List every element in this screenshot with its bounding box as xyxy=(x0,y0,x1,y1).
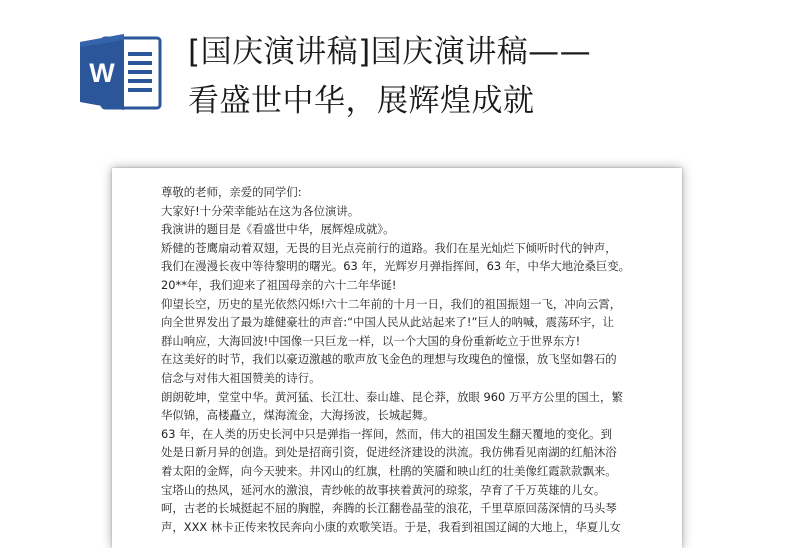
doc-line: 着太阳的金辉，向今天驶来。井冈山的红旗，杜鹃的笑靥和映山红的壮美像红霞款款飘来。 xyxy=(161,463,617,478)
doc-line: 矫健的苍鹰扇动着双翅，无畏的目光点亮前行的道路。我们在星光灿烂下倾听时代的钟声， xyxy=(161,240,617,255)
doc-line: 我们在漫漫长夜中等待黎明的曙光。63 年，光辉岁月弹指挥间，63 年，中华大地沧桑巨变。 xyxy=(161,259,631,274)
doc-line: 大家好!十分荣幸能站在这为各位演讲。 xyxy=(161,203,360,218)
document-body xyxy=(161,183,641,536)
doc-line: 尊敬的老师，亲爱的同学们: xyxy=(161,185,302,199)
doc-line: 仰望长空，历史的星光依然闪烁!六十二年前的十月一日，我们的祖国振翅一飞，冲向云霄， xyxy=(161,296,622,311)
word-icon xyxy=(78,32,164,112)
doc-line: 群山响应，大海回波!中国像一只巨龙一样，以一个大国的身份重新屹立于世界东方! xyxy=(161,333,581,348)
doc-line: 20**年，我们迎来了祖国母亲的六十二年华诞! xyxy=(161,277,397,292)
doc-line: 呵，古老的长城挺起不屈的胸膛，奔腾的长江翻卷晶莹的浪花，千里草原回荡深情的马头琴 xyxy=(161,501,617,516)
title-line: 看盛世中华，展辉煌成就 xyxy=(188,83,535,119)
doc-line: 朗朗乾坤，堂堂中华。黄河猛、长江壮、泰山雄、昆仑莽，放眼 960 万平方公里的国土，繁 xyxy=(161,389,623,404)
doc-line: 处是日新月异的创造。到处是招商引资，促进经济建设的洪流。我仿佛看见南湖的红船沐浴 xyxy=(161,445,617,460)
doc-line: 向全世界发出了最为雄健豪壮的声音:“中国人民从此站起来了!”巨人的呐喊，震荡环宇，让 xyxy=(161,315,615,330)
doc-line: 在这美好的时节，我们以豪迈激越的歌声放飞金色的理想与玫瑰色的憧憬，放飞坚如磐石的 xyxy=(161,352,617,367)
doc-line: 信念与对伟大祖国赞美的诗行。 xyxy=(161,370,321,385)
page-title xyxy=(188,28,788,126)
doc-line: 声，XXX 林卡正传来牧民奔向小康的欢歌笑语。于是，我看到祖国辽阔的大地上，华夏儿女 xyxy=(161,519,621,534)
doc-line: 宝塔山的热风，延河水的激浪，青纱帐的故事挟着黄河的琼浆，孕育了千万英雄的儿女。 xyxy=(161,482,606,497)
svg-text:W: W xyxy=(89,58,115,88)
doc-line: 华似锦，高楼矗立，煤海流金，大海扬波，长城起舞。 xyxy=(161,408,435,423)
title-line: [国庆演讲稿]国庆演讲稿—— xyxy=(188,34,592,70)
doc-line: 63 年，在人类的历史长河中只是弹指一挥间，然而，伟大的祖国发生翻天覆地的变化。到 xyxy=(161,426,612,441)
doc-line: 我演讲的题目是《看盛世中华，展辉煌成就》。 xyxy=(161,222,395,237)
